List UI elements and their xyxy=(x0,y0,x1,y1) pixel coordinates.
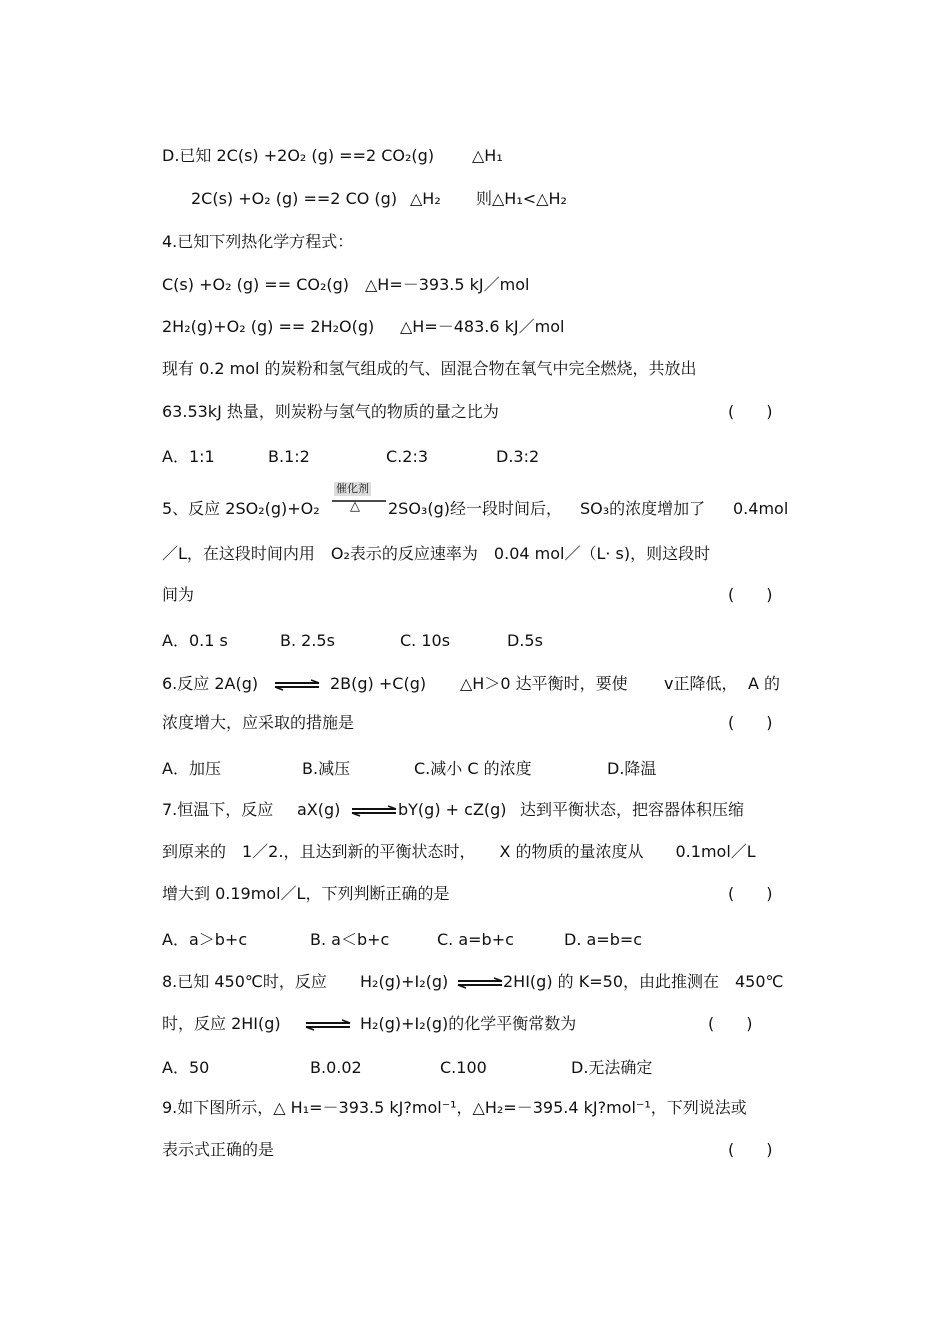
equilibrium-arrow-icon xyxy=(456,977,504,989)
equation-text: D.已知 2C(s) +2O₂ (g) ==2 CO₂(g) xyxy=(162,146,435,165)
q5-stem-b: 2SO₃(g)经一段时间后， xyxy=(388,499,562,518)
q4-text-1: 现有 0.2 mol 的炭粉和氢气组成的气、固混合物在氧气中完全燃烧，共放出 xyxy=(162,359,697,378)
answer-paren-q4[interactable]: ( ) xyxy=(728,402,773,421)
q6-stem-c: △H＞0 达平衡时，要使 xyxy=(460,674,628,693)
q4-stem: 4.已知下列热化学方程式： xyxy=(162,232,354,251)
q4-equation-2-dh: △H=－483.6 kJ／mol xyxy=(400,317,565,336)
heat-symbol: △ xyxy=(350,499,360,514)
q7-stem-a: 7.恒温下，反应 xyxy=(162,800,274,819)
q6-stem-b: 2B(g) +C(g) xyxy=(330,674,427,693)
q5-option-b[interactable]: B. 2.5s xyxy=(280,631,335,650)
answer-paren-q9[interactable]: ( ) xyxy=(728,1140,773,1159)
q8-stem-a: 8.已知 450℃时，反应 xyxy=(162,972,327,991)
q7-stem-c: bY(g) + cZ(g) xyxy=(398,800,507,819)
q6-option-c[interactable]: C.减小 C 的浓度 xyxy=(414,759,532,778)
q6-option-d[interactable]: D.降温 xyxy=(607,759,657,778)
q4-equation-1-dh: △H=－393.5 kJ／mol xyxy=(365,275,530,294)
q4-equation-1: C(s) +O₂ (g) == CO₂(g) xyxy=(162,275,350,294)
q7-stem-b: aX(g) xyxy=(297,800,341,819)
q8-line-2a: 时，反应 2HI(g) xyxy=(162,1014,281,1033)
q4-text-2: 63.53kJ 热量，则炭粉与氢气的物质的量之比为 xyxy=(162,402,499,421)
q9-line-1: 9.如下图所示，△ H₁=－393.5 kJ?mol⁻¹，△H₂=－395.4 kJ?mol⁻¹，下列说法或 xyxy=(162,1098,747,1117)
q8-stem-c: 2HI(g) 的 K=50，由此推测在 450℃ xyxy=(503,972,784,991)
q6-line-2: 浓度增大，应采取的措施是 xyxy=(162,713,355,732)
answer-paren-q5[interactable]: ( ) xyxy=(728,585,773,604)
q5-stem-a: 5、反应 2SO₂(g)+O₂ xyxy=(162,499,320,518)
q7-option-d[interactable]: D. a=b=c xyxy=(564,930,643,949)
equation-text: 2C(s) +O₂ (g) ==2 CO (g) xyxy=(191,189,398,208)
q8-line-2b: H₂(g)+I₂(g)的化学平衡常数为 xyxy=(360,1014,577,1033)
answer-paren-q8[interactable]: ( ) xyxy=(708,1014,753,1033)
equilibrium-arrow-icon xyxy=(304,1019,352,1031)
q4-option-c[interactable]: C.2:3 xyxy=(386,447,429,466)
q4-option-d[interactable]: D.3:2 xyxy=(496,447,540,466)
q6-stem-a: 6.反应 2A(g) xyxy=(162,674,259,693)
q4-option-b[interactable]: B.1:2 xyxy=(268,447,310,466)
q7-option-a[interactable]: A．a＞b+c xyxy=(162,930,248,949)
q7-stem-d: 达到平衡状态，把容器体积压缩 xyxy=(520,800,745,819)
equilibrium-arrow-icon xyxy=(273,679,321,691)
answer-paren-q6[interactable]: ( ) xyxy=(728,713,773,732)
delta-h1: △H₁ xyxy=(472,146,503,165)
q8-stem-b: H₂(g)+I₂(g) xyxy=(360,972,449,991)
answer-paren-q7[interactable]: ( ) xyxy=(728,884,773,903)
q5-option-c[interactable]: C. 10s xyxy=(400,631,451,650)
equilibrium-arrow-icon xyxy=(350,805,398,817)
q4-equation-2: 2H₂(g)+O₂ (g) == 2H₂O(g) xyxy=(162,317,375,336)
q5-line-3: 间为 xyxy=(162,585,195,604)
q8-option-c[interactable]: C.100 xyxy=(440,1058,487,1077)
q7-line-2: 到原来的 1／2.，且达到新的平衡状态时， X 的物质的量浓度从 0.1mol／L xyxy=(162,842,756,861)
q6-stem-e: A 的 xyxy=(748,674,781,693)
q9-line-2: 表示式正确的是 xyxy=(162,1140,275,1159)
q5-stem-c: SO₃的浓度增加了 xyxy=(580,499,706,518)
q8-option-a[interactable]: A．50 xyxy=(162,1058,210,1077)
q5-line-2: ／L，在这段时间内用 O₂表示的反应速率为 0.04 mol／（L· s)，则这段时 xyxy=(162,544,711,563)
q7-option-b[interactable]: B. a＜b+c xyxy=(310,930,390,949)
option-d-line2 xyxy=(191,189,397,209)
catalyst-label: 催化剂 xyxy=(336,482,369,495)
q5-stem-d: 0.4mol xyxy=(733,499,789,518)
q6-option-a[interactable]: A．加压 xyxy=(162,759,221,778)
delta-h2: △H₂ xyxy=(410,189,441,208)
option-d-line1 xyxy=(162,146,434,166)
q5-option-a[interactable]: A．0.1 s xyxy=(162,631,228,650)
comparison-text: 则△H₁<△H₂ xyxy=(476,189,567,208)
q6-option-b[interactable]: B.减压 xyxy=(302,759,351,778)
q5-option-d[interactable]: D.5s xyxy=(507,631,543,650)
q7-option-c[interactable]: C. a=b+c xyxy=(437,930,514,949)
q6-stem-d: v正降低， xyxy=(664,674,738,693)
q4-option-a[interactable]: A．1:1 xyxy=(162,447,215,466)
q8-option-d[interactable]: D.无法确定 xyxy=(571,1058,653,1077)
q7-line-3: 增大到 0.19mol／L，下列判断正确的是 xyxy=(162,884,450,903)
q8-option-b[interactable]: B.0.02 xyxy=(310,1058,362,1077)
